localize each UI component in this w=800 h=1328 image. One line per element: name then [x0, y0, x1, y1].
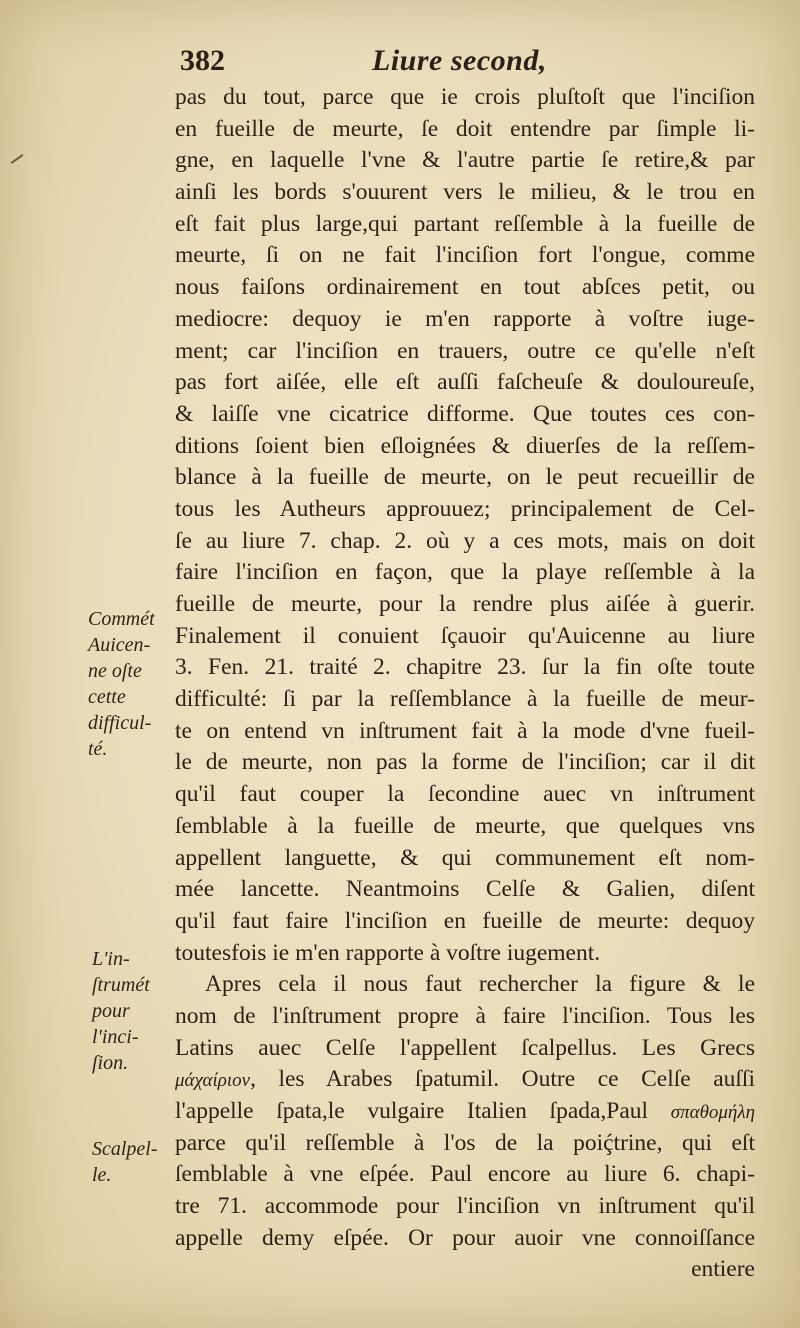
greek-word: μάχαίριον [175, 1070, 251, 1092]
text-line: appelle demy eſpée. Or pour auoir vne connoiſſance [175, 1224, 755, 1251]
text-line: Finalement il conuient ſçauoir qu'Auicenne au liure [175, 622, 755, 649]
page-header [140, 44, 590, 84]
text-line: eſt fait plus large,qui partant reſſemble à la fueille de [175, 210, 755, 237]
margin-note-instrument [92, 946, 150, 1076]
margin-note-line: Auicen- [88, 634, 151, 656]
text-line: ſe au liure 7. chap. 2. où y a ces mots, mais on doit [175, 527, 755, 554]
margin-note-line: ſion. [92, 1052, 129, 1074]
body-text [175, 82, 755, 1286]
text-line: nom de l'inſtrument propre à faire l'inciſion. Tous les [175, 1002, 755, 1029]
text-line: tous les Autheurs approuuez; principalement de Cel- [175, 495, 755, 522]
greek-word: σπαθομήλη [670, 1102, 756, 1123]
text-line: ſemblable à la fueille de meurte, que quelques vns [175, 812, 755, 839]
text-line: appellent languette, & qui communement eſt nom- [175, 844, 755, 871]
text-line: pas fort aiſée, elle eſt auſſi faſcheuſe & douloureuſe, [175, 369, 755, 396]
page-number: 382 [180, 44, 225, 77]
text-line: le de meurte, non pas la forme de l'inciſion; car il dit [175, 749, 755, 776]
margin-note-line: Scalpel- [92, 1138, 158, 1160]
text-line: & laiſſe vne cicatrice difforme. Que toutes ces con- [175, 400, 755, 427]
text-line: 3. Fen. 21. traité 2. chapitre 23. ſur la fin oſte toute [175, 654, 755, 681]
text-fragment: , les Arabes ſpatumil. Outre ce Celſe auſſi [250, 1066, 755, 1093]
text-line-with-greek [175, 1096, 755, 1128]
margin-note-line: difficul- [88, 712, 152, 734]
text-line: mée lancette. Neantmoins Celſe & Galien, diſent [175, 876, 755, 903]
pen-mark [11, 154, 24, 164]
text-line: qu'il faut faire l'inciſion en fueille de meurte: dequoy [175, 907, 755, 934]
margin-note-auicenne [88, 606, 155, 762]
margin-note-line: ne oſte [88, 660, 142, 682]
text-line-with-greek [175, 1064, 755, 1096]
text-line: Latins auec Celſe l'appellent ſcalpellus. Les Grecs [175, 1034, 755, 1061]
text-line: pas du tout, parce que ie crois pluſtoſt que l'inciſion [175, 84, 755, 110]
text-line: ainſi les bords s'ouurent vers le milieu, & le trou en [175, 179, 755, 206]
text-line: meurte, ſi on ne fait l'inciſion fort l'ongue, comme [175, 242, 755, 269]
margin-note-line: pour [92, 1000, 130, 1022]
catchword: entiere [691, 1256, 755, 1283]
text-line: tre 71. accommode pour l'inciſion vn inſtrument qu'il [175, 1193, 755, 1220]
margin-note-line: Commét [88, 608, 155, 630]
text-line: parce qu'il reſſemble à l'os de la poiḉtrine, qui eſt [175, 1129, 755, 1156]
text-line: nous faiſons ordinairement en tout abſces petit, ou [175, 274, 755, 301]
text-line: difficulté: ſi par la reſſemblance à la fueille de meur- [175, 686, 755, 713]
text-line: toutesfois ie m'en rapporte à voſtre iugement. [175, 939, 601, 966]
text-line: ment; car l'inciſion en trauers, outre ce qu'elle n'eſt [175, 337, 755, 364]
text-line: blance à la fueille de meurte, on le peut recueillir de [175, 464, 755, 491]
margin-note-line: L'in- [92, 948, 130, 970]
text-line: en fueille de meurte, ſe doit entendre par ſimple li- [175, 115, 755, 142]
text-line: Apres cela il nous faut rechercher la figure & le [205, 971, 755, 998]
margin-note-line: ſtrumét [92, 974, 150, 996]
text-line: faire l'inciſion en façon, que la playe reſſemble à la [175, 559, 755, 586]
text-line: qu'il faut couper la ſecondine auec vn inſtrument [175, 781, 755, 808]
margin-note-scalpelle [92, 1136, 158, 1188]
margin-note-line: cette [88, 686, 126, 708]
text-line: ſemblable à vne eſpée. Paul encore au liure 6. chapi- [175, 1161, 755, 1188]
margin-note-line: té. [88, 738, 108, 760]
running-title: Liure second, [372, 44, 547, 77]
text-line: mediocre: dequoy ie m'en rapporte à voſtre iuge- [175, 305, 755, 332]
text-line: ditions ſoient bien eſloignées & diuerſes de la reſſem- [175, 432, 755, 459]
text-line: te on entend vn inſtrument fait à la mode d'vne fueil- [175, 717, 755, 744]
text-line: gne, en laquelle l'vne & l'autre partie ſe retire,& par [175, 147, 755, 174]
text-fragment: l'appelle ſpata,le vulgaire Italien ſpada,Paul [175, 1098, 649, 1124]
margin-note-line: l'inci- [92, 1026, 139, 1048]
text-line: fueille de meurte, pour la rendre plus aiſée à guerir. [175, 591, 755, 617]
margin-note-line: le. [92, 1164, 112, 1186]
